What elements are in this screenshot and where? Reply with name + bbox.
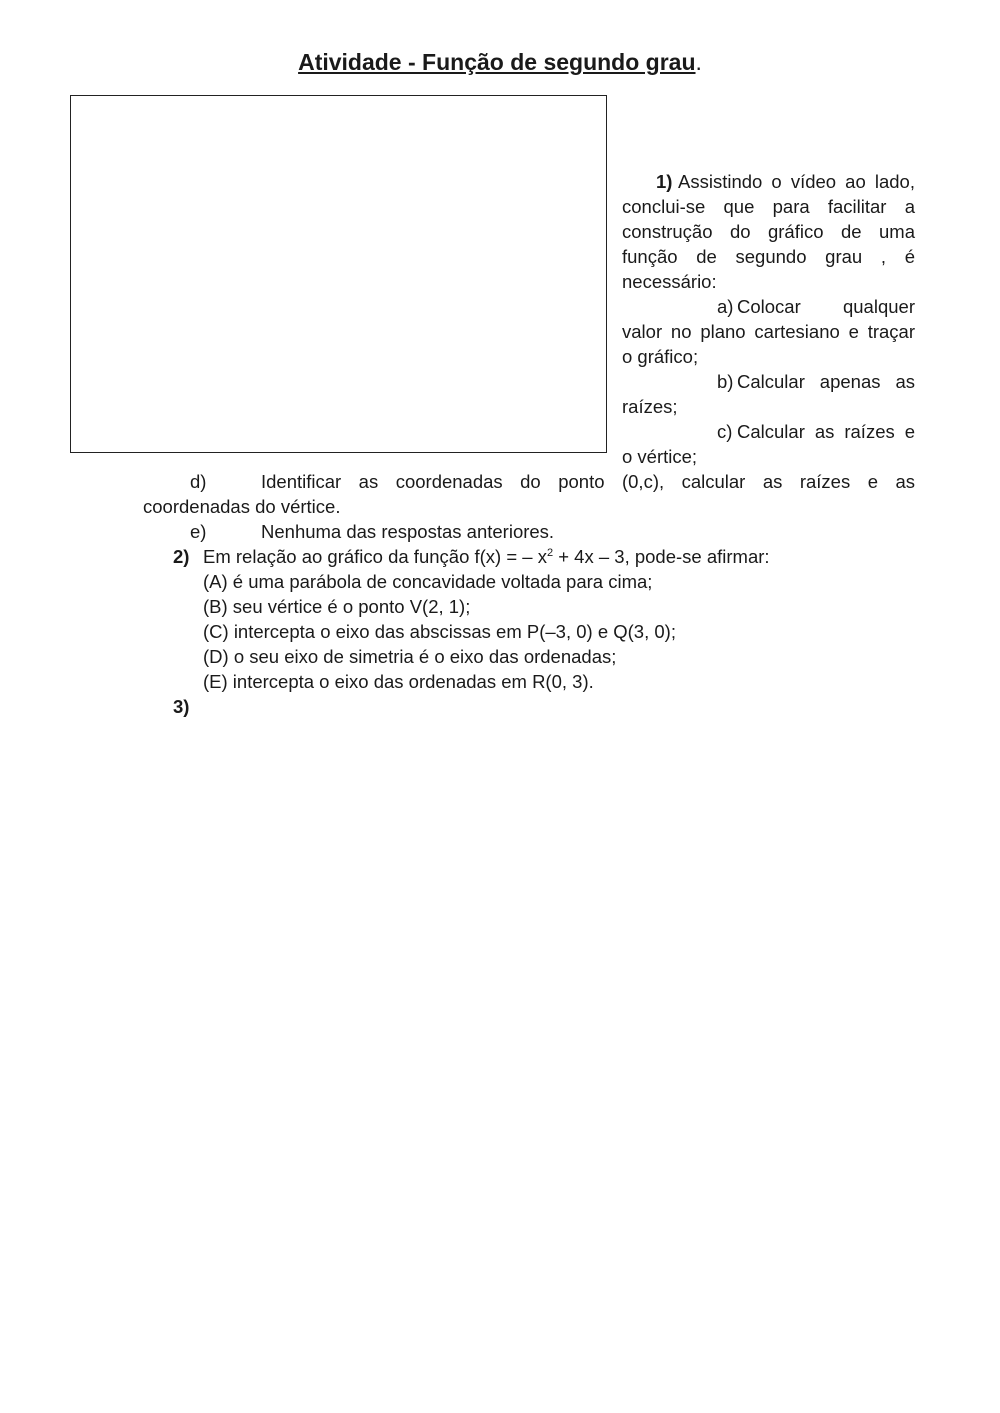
q2-number: 2) [173, 546, 190, 567]
video-embed[interactable] [70, 95, 607, 453]
q1-option-b-letter: b) [717, 371, 734, 392]
title-text: Atividade - Função de segundo grau [298, 49, 696, 75]
title-period: . [695, 49, 702, 75]
q1-option-a-line-2: valor no plano cartesiano e traçar [622, 321, 915, 342]
q2-option-c: (C) intercepta o eixo das abscissas em P(–3, 0) e Q(3, 0); [203, 621, 676, 642]
q1-stem-line-4: função de segundo grau , é [622, 246, 915, 267]
q1-option-e-text: Nenhuma das respostas anteriores. [261, 521, 555, 542]
q1-option-b-line-1: Calcular apenas as [737, 371, 915, 392]
q1-option-a-letter: a) [717, 296, 734, 317]
q1-option-d-line-1: Identificar as coordenadas do ponto (0,c), calcular as raízes e as [261, 471, 915, 492]
q1-option-a-line-3: o gráfico; [622, 346, 699, 367]
q1-option-c-letter: c) [717, 421, 733, 442]
q1-option-a-line-1: Colocar qualquer [737, 296, 915, 317]
q1-stem-line-5: necessário: [622, 271, 717, 292]
q2-option-e: (E) intercepta o eixo das ordenadas em R(0, 3). [203, 671, 594, 692]
q2-stem: Em relação ao gráfico da função f(x) = – $x^2 + 4x - 3$, pode-se afirmar: [203, 546, 770, 567]
q1-stem-line-3: construção do gráfico de uma [622, 221, 915, 242]
q2-stem-exponent: 2 [546, 547, 554, 559]
q2-option-b: (B) seu vértice é o ponto V(2, 1); [203, 596, 471, 617]
q1-option-c-line-1: Calcular as raízes e [737, 421, 915, 442]
q1-stem-line-1: Assistindo o vídeo ao lado, [678, 171, 915, 192]
q3-number: 3) [173, 696, 190, 717]
q1-option-c-line-2: o vértice; [622, 446, 698, 467]
q1-number: 1) [656, 171, 673, 192]
q1-option-d-line-2: coordenadas do vértice. [143, 496, 341, 517]
q1-option-b-line-2: raízes; [622, 396, 678, 417]
q2-option-a: (A) é uma parábola de concavidade voltada para cima; [203, 571, 653, 592]
page-title [0, 47, 1000, 77]
q1-stem-line-2: conclui-se que para facilitar a [622, 196, 915, 217]
q2-option-d: (D) o seu eixo de simetria é o eixo das ordenadas; [203, 646, 617, 667]
q1-option-d-letter: d) [190, 471, 207, 492]
q1-option-e-letter: e) [190, 521, 207, 542]
